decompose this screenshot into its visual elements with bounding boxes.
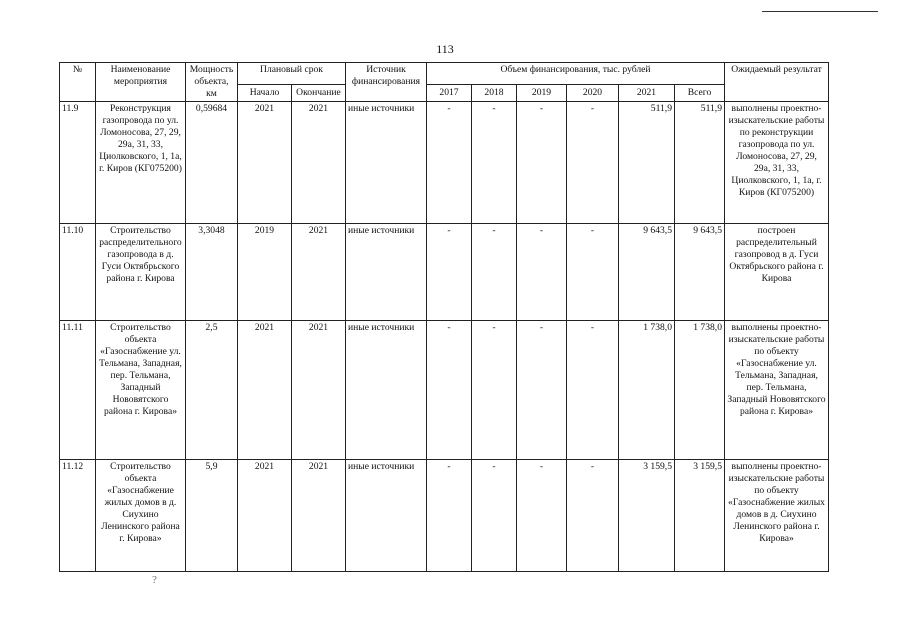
row-capacity: 5,9 [186, 460, 238, 572]
row-2018: - [472, 321, 517, 460]
row-num: 11.10 [60, 224, 96, 321]
table-row [60, 321, 829, 460]
row-2017: - [427, 102, 472, 224]
row-2019: - [517, 102, 567, 224]
header-source: Источник финансирования [346, 63, 427, 102]
row-2020: - [567, 460, 619, 572]
row-2018: - [472, 224, 517, 321]
table-row [60, 102, 829, 224]
row-2020: - [567, 102, 619, 224]
row-source: иные источники [346, 460, 427, 572]
row-result: выполнены проектно-изыскательские работы по объекту «Газоснабжение ул. Тельмана, Западная, пер. Тельмана, Западный Нововятского района г. Кирова» [725, 321, 829, 460]
row-result: построен распределительный газопровод в д. Гуси Октябрьского района г. Кирова [725, 224, 829, 321]
row-2017: - [427, 460, 472, 572]
row-total: 3 159,5 [675, 460, 725, 572]
row-source: иные источники [346, 321, 427, 460]
header-start: Начало [238, 84, 292, 101]
row-2021: 511,9 [619, 102, 675, 224]
row-2018: - [472, 460, 517, 572]
row-total: 1 738,0 [675, 321, 725, 460]
row-source: иные источники [346, 224, 427, 321]
row-capacity: 0,59684 [186, 102, 238, 224]
header-name: Наименование мероприятия [96, 63, 186, 102]
row-2017: - [427, 321, 472, 460]
table-row [60, 224, 829, 321]
row-2021: 1 738,0 [619, 321, 675, 460]
row-total: 9 643,5 [675, 224, 725, 321]
row-num: 11.12 [60, 460, 96, 572]
header-result: Ожидаемый результат [725, 63, 829, 102]
header-total: Всего [675, 84, 725, 101]
row-2019: - [517, 224, 567, 321]
row-name: Строительство объекта «Газоснабжение ул. Тельмана, Западная, пер. Тельмана, Западный Нововятского района г. Кирова» [96, 321, 186, 460]
header-2020: 2020 [567, 84, 619, 101]
row-end: 2021 [292, 102, 346, 224]
header-2018: 2018 [472, 84, 517, 101]
row-2021: 3 159,5 [619, 460, 675, 572]
row-source: иные источники [346, 102, 427, 224]
row-num: 11.9 [60, 102, 96, 224]
header-plan-term: Плановый срок [238, 63, 346, 85]
row-name: Реконструкция газопровода по ул. Ломоносова, 27, 29, 29а, 31, 33, Циолковского, 1, 1а, г. Киров (КГ075200) [96, 102, 186, 224]
header-volume: Объем финансирования, тыс. рублей [427, 63, 725, 85]
header-2019: 2019 [517, 84, 567, 101]
row-capacity: 3,3048 [186, 224, 238, 321]
row-num: 11.11 [60, 321, 96, 460]
header-capacity: Мощность объекта, км [186, 63, 238, 102]
row-2017: - [427, 224, 472, 321]
row-end: 2021 [292, 460, 346, 572]
header-row-1 [60, 63, 829, 85]
header-num: № [60, 63, 96, 102]
row-name: Строительство распределительного газопровода в д. Гуси Октябрьского района г. Кирова [96, 224, 186, 321]
row-2020: - [567, 224, 619, 321]
header-2021: 2021 [619, 84, 675, 101]
header-end: Окончание [292, 84, 346, 101]
row-2019: - [517, 460, 567, 572]
row-total: 511,9 [675, 102, 725, 224]
row-2019: - [517, 321, 567, 460]
row-start: 2021 [238, 321, 292, 460]
row-2021: 9 643,5 [619, 224, 675, 321]
row-end: 2021 [292, 321, 346, 460]
row-capacity: 2,5 [186, 321, 238, 460]
page-number: 113 [436, 42, 454, 56]
stray-mark: ? [152, 574, 157, 586]
row-start: 2019 [238, 224, 292, 321]
row-start: 2021 [238, 460, 292, 572]
financing-table [59, 62, 829, 572]
row-end: 2021 [292, 224, 346, 321]
top-rule [762, 11, 878, 12]
row-2018: - [472, 102, 517, 224]
row-result: выполнены проектно-изыскательские работы по объекту «Газоснабжение жилых домов в д. Сиухино Ленинского района г. Кирова» [725, 460, 829, 572]
row-start: 2021 [238, 102, 292, 224]
row-result: выполнены проектно-изыскательские работы по реконструкции газопровода по ул. Ломоносова, 27, 29, 29а, 31, 33, Циолковского, 1, 1а, г. Киров (КГ075200) [725, 102, 829, 224]
row-2020: - [567, 321, 619, 460]
header-2017: 2017 [427, 84, 472, 101]
row-name: Строительство объекта «Газоснабжение жилых домов в д. Сиухино Ленинского района г. Кирова» [96, 460, 186, 572]
table-row [60, 460, 829, 572]
